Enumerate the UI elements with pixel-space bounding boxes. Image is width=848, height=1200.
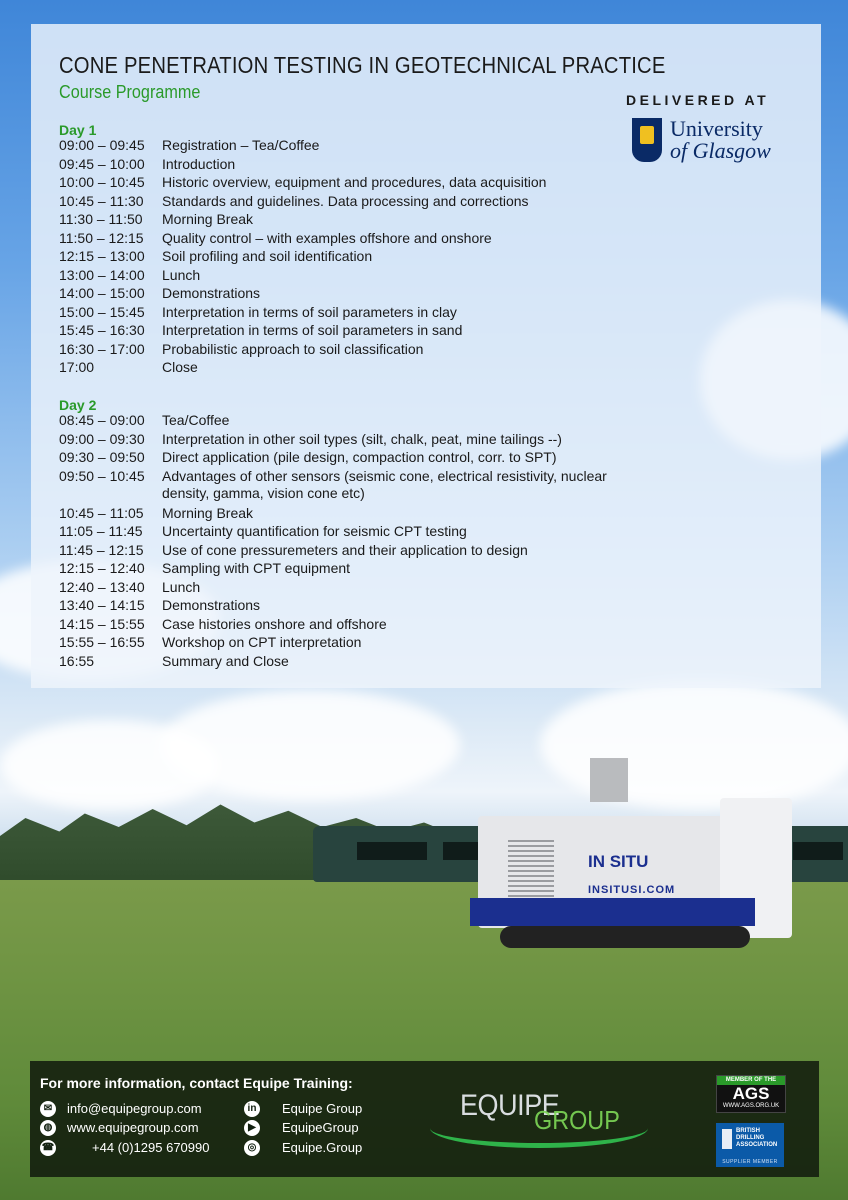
schedule-row: 12:15 – 12:40 Sampling with CPT equipment [59,560,351,576]
ags-member-logo [716,1075,786,1113]
rig-brand: IN SITU [588,852,649,871]
cloud [0,720,220,810]
cloud [540,680,848,810]
footer-title: For more information, contact Equipe Training: [40,1075,353,1091]
schedule-row: 08:45 – 09:00 Tea/Coffee [59,412,230,428]
email-icon: ✉ [40,1101,56,1117]
schedule-row: 14:00 – 15:00 Demonstrations [59,285,261,301]
footer-email-link[interactable]: info@equipegroup.com [67,1101,202,1116]
equipe-logo-word1: EQUIPE [460,1089,560,1122]
ags-url: WWW.AGS.ORG.UK [722,1103,780,1109]
schedule-row: 10:00 – 10:45 Historic overview, equipment and procedures, data acquisition [59,174,547,190]
instagram-icon: ◎ [244,1140,260,1156]
footer-linkedin-link[interactable]: Equipe Group [282,1101,363,1116]
youtube-icon: ▶ [244,1120,260,1136]
schedule-row: 16:30 – 17:00 Probabilistic approach to soil classification [59,341,424,357]
bda-name: BRITISH DRILLING ASSOCIATION [736,1128,778,1148]
schedule-row: 09:30 – 09:50 Direct application (pile design, compaction control, corr. to SPT) [59,449,557,465]
schedule-row: 11:30 – 11:50 Morning Break [59,211,254,227]
footer-phone[interactable]: +44 (0)1295 670990 [92,1140,210,1155]
footer-instagram-link[interactable]: Equipe.Group [282,1140,363,1155]
page-title: CONE PENETRATION TESTING IN GEOTECHNICAL PRACTICE [59,52,666,78]
schedule-row: 16:55 Summary and Close [59,653,289,669]
uog-name-line1: University [670,116,763,141]
equipe-group-logo [430,1085,650,1149]
schedule-row: 10:45 – 11:05 Morning Break [59,505,254,521]
linkedin-icon: in [244,1101,260,1117]
schedule-row: 11:50 – 12:15 Quality control – with examples offshore and onshore [59,230,492,246]
ags-top-text: MEMBER OF THE [717,1076,785,1085]
swoosh-icon [430,1123,648,1148]
page-subtitle: Course Programme [59,82,201,102]
bda-supplier-text: SUPPLIER MEMBER [722,1159,778,1165]
day2-label: Day 2 [59,397,97,413]
footer-youtube-link[interactable]: EquipeGroup [282,1120,359,1135]
schedule-row: 13:40 – 14:15 Demonstrations [59,597,261,613]
phone-icon: ☎ [40,1140,56,1156]
cpt-rig-image [470,798,792,948]
schedule-row: 13:00 – 14:00 Lunch [59,267,201,283]
rig-url: INSITUSI.COM [588,884,676,896]
day1-label: Day 1 [59,122,97,138]
schedule-row: 14:15 – 15:55 Case histories onshore and offshore [59,616,387,632]
schedule-row: 09:00 – 09:30 Interpretation in other soil types (silt, chalk, peat, mine tailings --) [59,431,562,447]
schedule-row: 09:00 – 09:45 Registration – Tea/Coffee [59,137,320,153]
uog-name-line2: of Glasgow [670,138,771,163]
university-of-glasgow-logo [632,116,782,164]
schedule-row: 15:55 – 16:55 Workshop on CPT interpretation [59,634,362,650]
schedule-row: 15:45 – 16:30 Interpretation in terms of soil parameters in sand [59,322,463,338]
footer-website-link[interactable]: www.equipegroup.com [67,1120,199,1135]
equipe-logo-word2: GROUP [534,1105,620,1135]
bda-rig-icon [722,1129,732,1149]
ags-name: AGS [732,1084,770,1103]
schedule-row: 09:50 – 10:45 Advantages of other sensors (seismic cone, electrical resistivity, nuclear [59,468,607,484]
schedule-row: 17:00 Close [59,359,198,375]
bda-logo [716,1123,784,1167]
schedule-row: 11:45 – 12:15 Use of cone pressuremeters and their application to design [59,542,528,558]
schedule-row: 09:45 – 10:00 Introduction [59,156,236,172]
schedule-row: 12:40 – 13:40 Lunch [59,579,201,595]
schedule-row: 11:05 – 11:45 Uncertainty quantification for seismic CPT testing [59,523,467,539]
delivered-at-label: DELIVERED AT [626,92,770,108]
schedule-row: 15:00 – 15:45 Interpretation in terms of soil parameters in clay [59,304,457,320]
schedule-row: 10:45 – 11:30 Standards and guidelines. Data processing and corrections [59,193,529,209]
schedule-row-continuation: density, gamma, vision cone etc) [162,485,365,501]
globe-icon: ◍ [40,1120,56,1136]
uog-crest-icon [632,118,662,162]
schedule-row: 12:15 – 13:00 Soil profiling and soil identification [59,248,373,264]
